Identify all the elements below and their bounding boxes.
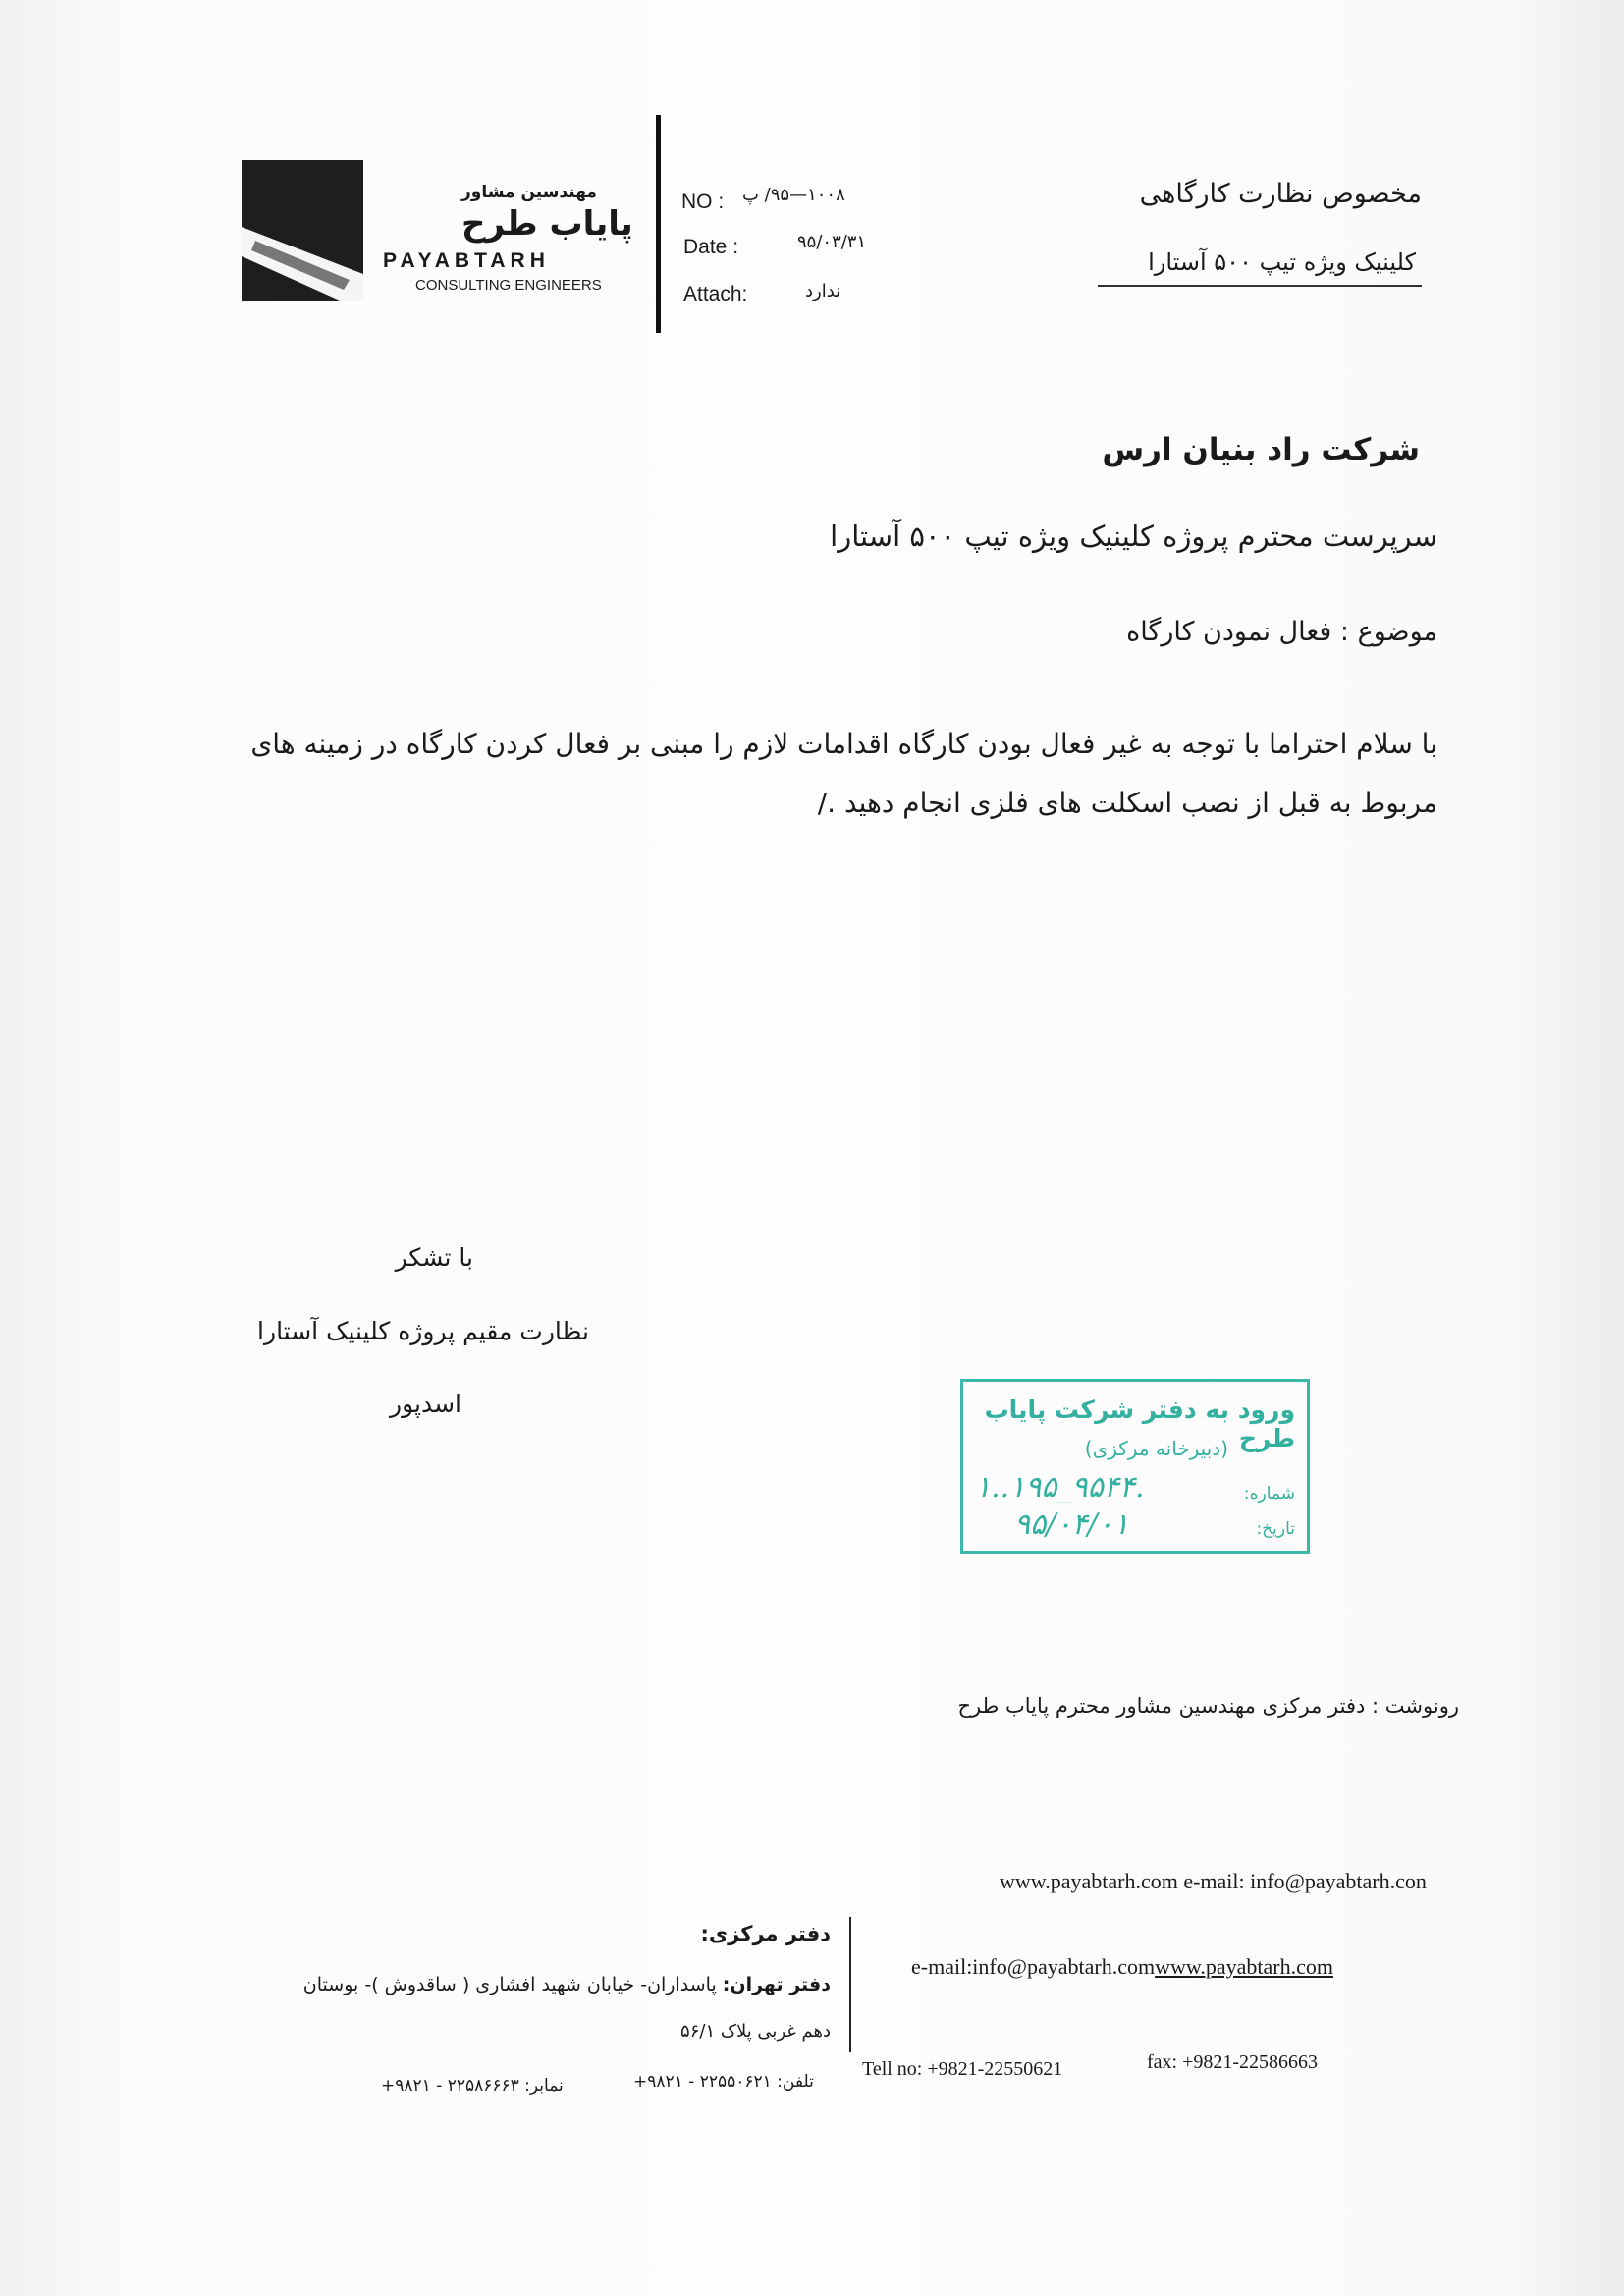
attach-label: Attach: [683,283,748,305]
letter-paragraph: با سلام احتراما با توجه به غیر فعال بودن کارگاه اقدامات لازم را مبنی بر فعال کردن کارگاه در زمینه های مربوط به قبل از نصب اسکلت های فلزی انجام دهید ./ [250,728,1437,819]
stamp-number-value: ۱..۱۹۵_۹۵۴۴. [975,1470,1145,1504]
stamp-title: ورود به دفتر شرکت پایاب طرح [984,1395,1295,1452]
logo-en-title: PAYABTARH [383,249,550,272]
cc-line: رونوشت : دفتر مرکزی مهندسین مشاور محترم پایاب طرح [957,1694,1459,1718]
footer-email: e-mail:info@payabtarh.com [911,1954,1156,1979]
logo-fa-title: پایاب طرح [461,204,633,244]
attach-value: ندارد [805,281,841,301]
footer-fax: fax: +9821-22586663 [1147,2051,1319,2073]
project-heading: کلینیک ویژه تیپ ۵۰۰ آستارا [1148,248,1416,276]
footer-tel: Tell no: +9821-22550621 [862,2058,1063,2080]
subject-line: موضوع : فعال نمودن کارگاه [1126,617,1437,647]
stamp-date-value: ۹۵/۰۴/۰۱ [1014,1507,1129,1542]
footer-tehran-addr: پاسداران- خیابان شهید افشاری ( ساقدوش )- بوستان [302,1974,717,1995]
date-label: Date : [683,236,739,258]
footer-contact-line: www.payabtarh.com e-mail: info@payabtarh.con [1000,1869,1427,1893]
recipient-title: سرپرست محترم پروژه کلینیک ویژه تیپ ۵۰۰ آستارا [830,519,1437,553]
stamp-subtitle: (دبیرخانه مرکزی) [1084,1437,1228,1460]
special-heading: مخصوص نظارت کارگاهی [1139,179,1422,209]
stamp-date-label: تاریخ: [1256,1519,1295,1539]
logo-en-subtitle: CONSULTING ENGINEERS [415,277,602,294]
project-underline [1098,285,1422,287]
footer-tehran-label: دفتر تهران: [722,1974,831,1995]
closing-thanks: با تشکر [395,1243,473,1272]
no-value: ۱۰۰۸—۹۵/ پ [742,185,845,205]
footer-central-office: دفتر مرکزی: [700,1922,831,1945]
recipient-company: شرکت راد بنیان ارس [1102,432,1420,467]
header-divider [656,115,661,333]
signer-name: اسدپور [390,1390,461,1418]
date-value: ۹۵/۰۳/۳۱ [797,232,867,252]
footer-email-web [911,1954,1333,1980]
footer-fax-fa: نمابر: ۲۲۵۸۶۶۶۳ - ۹۸۲۱+ [381,2076,564,2096]
stamp-number-label: شماره: [1243,1484,1295,1503]
received-stamp [960,1379,1310,1554]
footer-tehran-address [303,1974,831,1995]
payabtarh-logo-icon [242,160,363,301]
footer-tehran-address-2: دهم غربی پلاک ۵۶/۱ [680,2021,831,2042]
footer-website: www.payabtarh.com [1155,1954,1333,1979]
logo-fa-subtitle: مهندسین مشاور [461,183,597,202]
footer-divider [849,1917,851,2052]
signer-title: نظارت مقیم پروژه کلینیک آستارا [257,1317,589,1345]
no-label: NO : [681,191,725,213]
footer-tel-fa: تلفن: ۲۲۵۵۰۶۲۱ - ۹۸۲۱+ [633,2072,814,2092]
